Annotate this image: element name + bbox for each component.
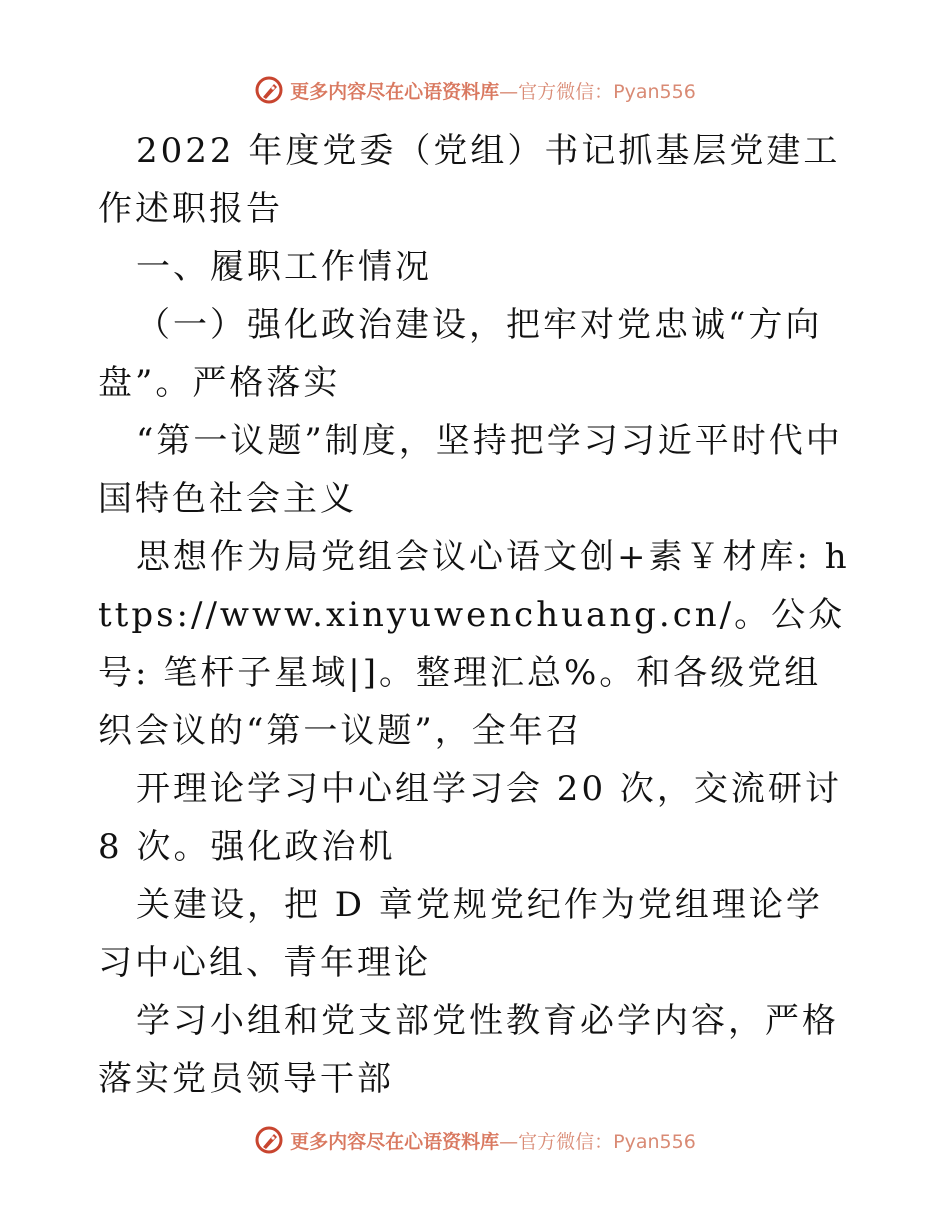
body-paragraph: 开理论学习中心组学习会 20 次，交流研讨 8 次。强化政治机 <box>98 769 856 867</box>
watermark-text <box>290 1127 696 1154</box>
document-body <box>98 122 858 1108</box>
watermark-separator: — <box>499 80 519 103</box>
watermark-contact: 官方微信：Pyan556 <box>518 1130 696 1153</box>
body-paragraph: 关建设，把 D 章党规党纪作为党组理论学习中心组、青年理论 <box>98 885 823 983</box>
pen-nib-circle-icon <box>254 1125 284 1155</box>
watermark-brand: 更多内容尽在心语资料库 <box>290 1130 500 1153</box>
watermark-separator: — <box>499 1130 519 1153</box>
document-title: 2022 年度党委（党组）书记抓基层党建工作述职报告 <box>98 131 841 229</box>
section-heading: 一、履职工作情况 <box>136 247 432 287</box>
watermark-contact: 官方微信：Pyan556 <box>518 80 696 103</box>
pen-nib-circle-icon <box>254 75 284 105</box>
subsection-heading: （一）强化政治建设，把牢对党忠诚“方向盘”。严格落实 <box>98 305 823 403</box>
watermark-banner-bottom <box>0 1120 950 1160</box>
watermark-banner-top <box>0 70 950 110</box>
body-paragraph: “第一议题”制度，坚持把学习习近平时代中国特色社会主义 <box>98 421 843 519</box>
body-paragraph: 思想作为局党组会议心语文创+素￥材库: https://www.xinyuwenchuang.cn/。公众号: 笔杆子星域|]。整理汇总%。和各级党组织会议的“第一议题”，全年召 <box>98 537 850 751</box>
watermark-brand: 更多内容尽在心语资料库 <box>290 80 500 103</box>
watermark-text <box>290 77 696 104</box>
body-paragraph: 学习小组和党支部党性教育必学内容，严格落实党员领导干部 <box>98 1001 839 1099</box>
